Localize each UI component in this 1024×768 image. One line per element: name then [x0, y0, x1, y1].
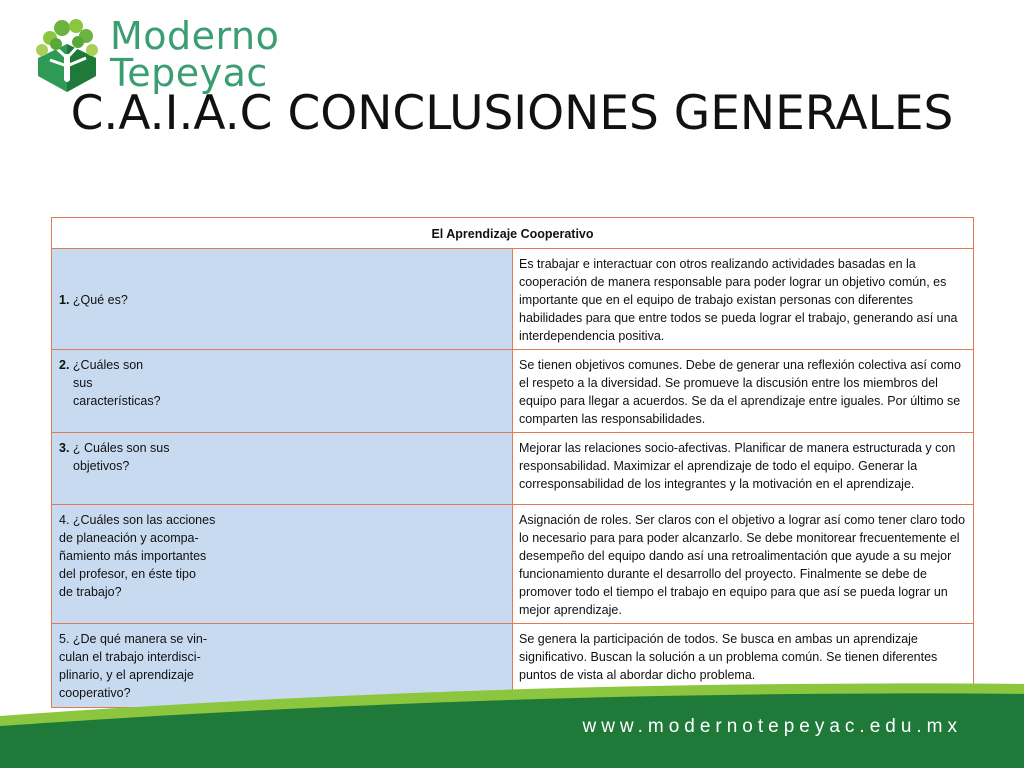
question-number: 1.: [59, 293, 70, 307]
answer-cell: Se tienen objetivos comunes. Debe de generar una reflexión colectiva así como el respeto a la diversidad. Se promueve la discusión entre los miembros del equipo para llegar a acuerdos. Se da el aprendizaje entre iguales. Por último se comparten las responsabilidades.: [513, 350, 974, 433]
question-number: 3.: [59, 441, 70, 455]
table-header: El Aprendizaje Cooperativo: [52, 218, 974, 249]
table-header-row: [52, 218, 974, 249]
website-url[interactable]: www.modernotepeyac.edu.mx: [582, 716, 962, 737]
question-text: culan el trabajo interdisci-: [59, 650, 201, 664]
question-text: ¿Qué es?: [72, 293, 128, 307]
table-row: [52, 249, 974, 350]
answer-cell: Es trabajar e interactuar con otros realizando actividades basadas en la cooperación de manera responsable para poder lograr un objetivo común, es importante que en el equipo de trabajo existan personas con diferentes habilidades para que entre todos se pueda lograr el trabajo, generando así una interdependencia positiva.: [513, 249, 974, 350]
question-cell: [52, 505, 513, 624]
question-text: 4. ¿Cuáles son las acciones: [59, 513, 216, 527]
question-text: ¿ Cuáles son sus: [72, 441, 170, 455]
answer-cell: Asignación de roles. Ser claros con el objetivo a lograr así como tener claro todo lo necesario para para poder alcanzarlo. Se debe monitorear frecuentemente el desempeño del equipo dando así una retroalimentación que ayude a su mejor funcionamiento durante el desarrollo del proyecto. Finalmente se debe de promover todo el tiempo el trabajo en equipo para que así se pueda lograr un mejor aprendizaje.: [513, 505, 974, 624]
question-number: 2.: [59, 358, 70, 372]
question-text: de planeación y acompa-: [59, 531, 199, 545]
logo: [28, 14, 318, 96]
question-text: objetivos?: [73, 459, 130, 473]
question-cell: [52, 350, 513, 433]
question-text: 5. ¿De qué manera se vin-: [59, 632, 207, 646]
question-cell: [52, 433, 513, 505]
question-text: sus: [73, 376, 93, 390]
conclusions-table: [51, 217, 974, 708]
question-text: cooperativo?: [59, 686, 131, 700]
answer-cell: Se genera la participación de todos. Se busca en ambas un aprendizaje significativo. Buscan la solución a un problema común. Se tienen diferentes puntos de vista al abordar dicho problema.: [513, 624, 974, 708]
tree-logo-icon: [28, 14, 106, 94]
question-text: características?: [73, 394, 161, 408]
question-text: ¿Cuáles son: [72, 358, 144, 372]
question-text: ñamiento más importantes: [59, 549, 207, 563]
question-cell: [52, 249, 513, 350]
brand-line-1: Moderno: [110, 14, 280, 58]
question-text: del profesor, en éste tipo: [59, 567, 196, 581]
brand-wordmark: [110, 14, 280, 95]
table-row: [52, 505, 974, 624]
answer-cell: Mejorar las relaciones socio-afectivas. Planificar de manera estructurada y con responsabilidad. Maximizar el aprendizaje de todo el equipo. Generar la corresponsabilidad de los integrantes y la motivación en el aprendizaje.: [513, 433, 974, 505]
table-row: [52, 350, 974, 433]
page-title: C.A.I.A.C CONCLUSIONES GENERALES: [70, 86, 954, 141]
question-text: plinario, y el aprendizaje: [59, 668, 194, 682]
table-row: [52, 433, 974, 505]
brand-line-2: Tepeyac: [110, 51, 268, 95]
question-text: de trabajo?: [59, 585, 122, 599]
